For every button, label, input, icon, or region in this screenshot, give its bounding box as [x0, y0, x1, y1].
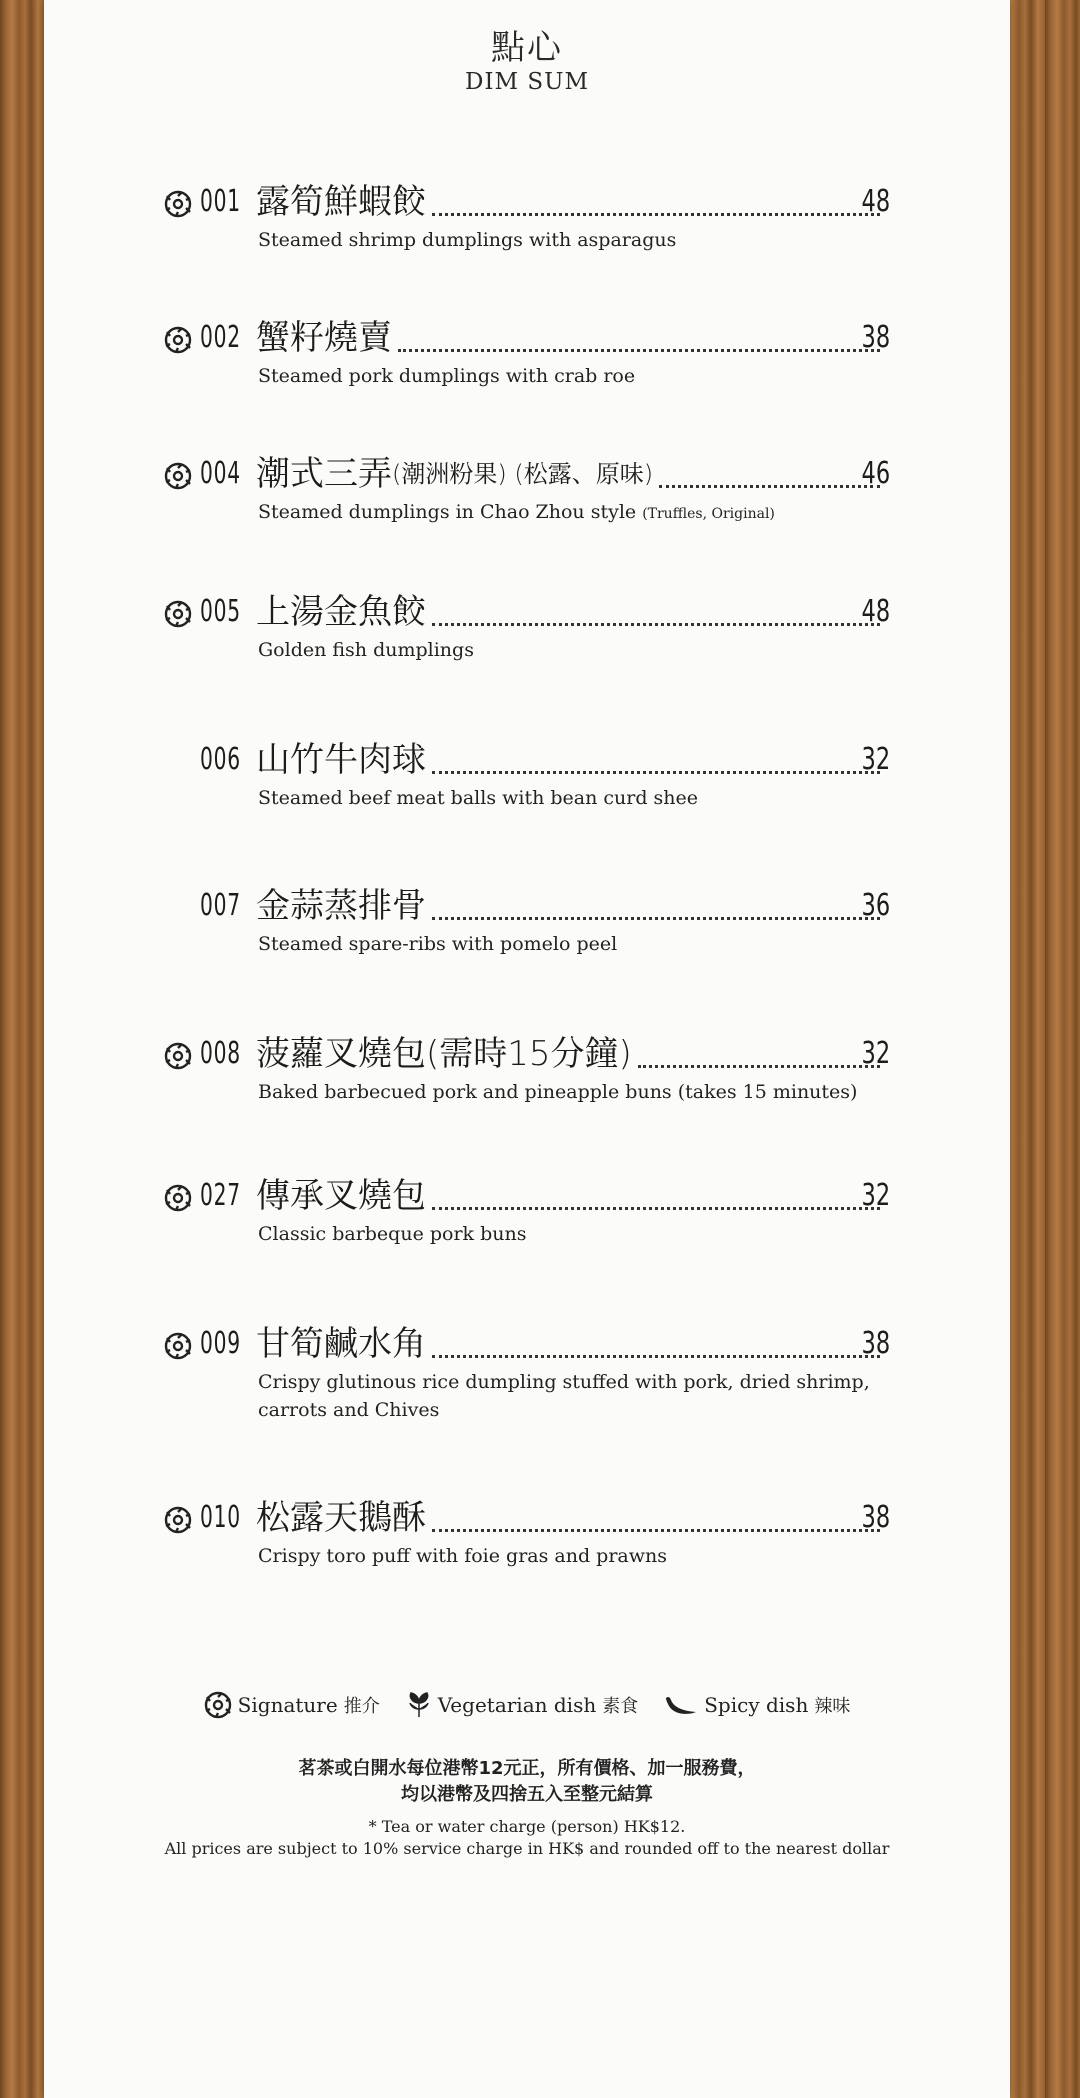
item-number: 005 [200, 594, 241, 629]
legend-spicy [664, 1692, 850, 1718]
item-name-zh: 甘筍鹹水角 [256, 1324, 426, 1364]
legend-vegetarian-en: Vegetarian dish [437, 1693, 597, 1717]
signature-swirl-icon [164, 1506, 192, 1534]
notice-en-line2: All prices are subject to 10% service charge in HK$ and rounded off to the nearest dollar [164, 1839, 890, 1858]
dotted-leader [659, 484, 880, 488]
menu-item[interactable] [44, 1032, 1010, 1122]
menu-item[interactable] [44, 452, 1010, 542]
dotted-leader [432, 1206, 880, 1210]
legend-vegetarian-zh: 素食 [602, 1696, 639, 1717]
item-name-zh: 金蒜蒸排骨 [256, 886, 426, 926]
item-price: 46 [861, 456, 890, 491]
item-price: 32 [861, 1178, 890, 1213]
item-number: 008 [200, 1036, 241, 1071]
item-name-line [256, 884, 890, 928]
menu-item[interactable] [44, 1496, 1010, 1586]
menu-item[interactable] [44, 316, 1010, 406]
item-description: Steamed spare-ribs with pomelo peel [258, 933, 618, 955]
item-name-line [256, 590, 890, 634]
legend-spicy-zh: 辣味 [814, 1696, 851, 1717]
item-name-zh: 松露天鵝酥 [256, 1498, 426, 1538]
item-name-zh: 上湯金魚餃 [256, 592, 426, 632]
menu-item[interactable] [44, 1174, 1010, 1264]
menu-item[interactable] [44, 180, 1010, 270]
item-price: 38 [861, 1500, 890, 1535]
signature-swirl-icon [204, 1691, 232, 1719]
dotted-leader [398, 348, 880, 352]
item-description: Steamed dumplings in Chao Zhou style [258, 501, 637, 523]
item-description: Classic barbeque pork buns [258, 1223, 527, 1245]
menu-sheet [44, 0, 1010, 2098]
item-description: Crispy toro puff with foie gras and prawns [258, 1545, 667, 1567]
legend-signature-zh: 推介 [343, 1696, 380, 1717]
signature-swirl-icon [164, 1332, 192, 1360]
item-price: 32 [861, 1036, 890, 1071]
wooden-table-right [1000, 0, 1080, 2098]
menu-title-zh: 點心 [491, 28, 563, 68]
item-name-line [256, 738, 890, 782]
item-price: 38 [861, 320, 890, 355]
item-description: Steamed pork dumplings with crab roe [258, 365, 636, 387]
signature-swirl-icon [164, 600, 192, 628]
item-price: 36 [861, 888, 890, 923]
dotted-leader [432, 770, 880, 774]
dotted-leader [432, 916, 880, 920]
item-name-zh: 菠蘿叉燒包(需時15分鐘) [256, 1034, 632, 1074]
icon-legend [44, 1688, 1010, 1722]
item-name-extra: (潮洲粉果) (松露、原味) [392, 460, 654, 488]
item-name-zh: 露筍鮮蝦餃 [256, 182, 426, 222]
item-name-zh: 傳承叉燒包 [256, 1176, 426, 1216]
item-description: Crispy glutinous rice dumpling stuffed with pork, dried shrimp, carrots and Chives [258, 1371, 870, 1421]
item-description: Golden fish dumplings [258, 639, 474, 661]
item-description: Steamed shrimp dumplings with asparagus [258, 229, 677, 251]
item-name-line [256, 452, 890, 496]
leaf-icon [406, 1691, 432, 1719]
dotted-leader [432, 212, 880, 216]
notice-en-line1: * Tea or water charge (person) HK$12. [368, 1817, 686, 1836]
menu-header [44, 28, 1010, 96]
item-number: 004 [200, 456, 241, 491]
item-number: 006 [200, 742, 241, 777]
dotted-leader [432, 622, 880, 626]
menu-item[interactable] [44, 884, 1010, 974]
service-notice-en [44, 1816, 1010, 1860]
item-name-zh: 蟹籽燒賣 [256, 318, 392, 358]
signature-swirl-icon [164, 462, 192, 490]
item-number: 010 [200, 1500, 241, 1535]
signature-swirl-icon [164, 1042, 192, 1070]
service-notice-zh [44, 1756, 1010, 1808]
signature-swirl-icon [164, 1184, 192, 1212]
item-description: Baked barbecued pork and pineapple buns (takes 15 minutes) [258, 1081, 858, 1103]
item-name-line [256, 1174, 890, 1218]
item-price: 38 [861, 1326, 890, 1361]
legend-spicy-en: Spicy dish [704, 1693, 809, 1717]
item-name-line [256, 1032, 890, 1076]
signature-swirl-icon [164, 326, 192, 354]
item-name-zh: 潮式三弄 [256, 454, 392, 494]
item-description-row [258, 498, 900, 528]
item-number: 002 [200, 320, 241, 355]
chili-icon [664, 1694, 698, 1716]
item-name-line [256, 316, 890, 360]
notice-zh-line2: 均以港幣及四捨五入至整元結算 [401, 1784, 653, 1805]
menu-item[interactable] [44, 590, 1010, 680]
legend-signature [204, 1691, 380, 1719]
notice-zh-line1: 茗茶或白開水每位港幣12元正，所有價格、加一服務費， [298, 1758, 756, 1779]
item-price: 48 [861, 184, 890, 219]
signature-swirl-icon [164, 190, 192, 218]
dotted-leader [638, 1064, 880, 1068]
item-price: 32 [861, 742, 890, 777]
item-description-extra: (Truffles, Original) [642, 506, 775, 522]
item-name-line [256, 1496, 890, 1540]
menu-title-en: DIM SUM [464, 69, 590, 95]
dotted-leader [432, 1354, 880, 1358]
item-description: Steamed beef meat balls with bean curd shee [258, 787, 699, 809]
item-number: 001 [200, 184, 241, 219]
legend-signature-en: Signature [237, 1693, 338, 1717]
item-number: 007 [200, 888, 241, 923]
item-name-line [256, 1322, 890, 1366]
dotted-leader [432, 1528, 880, 1532]
menu-item[interactable] [44, 1322, 1010, 1432]
legend-vegetarian [406, 1691, 639, 1719]
item-number: 009 [200, 1326, 241, 1361]
item-name-line [256, 180, 890, 224]
menu-item[interactable] [44, 738, 1010, 828]
item-name-zh: 山竹牛肉球 [256, 740, 426, 780]
item-number: 027 [200, 1178, 241, 1213]
item-price: 48 [861, 594, 890, 629]
